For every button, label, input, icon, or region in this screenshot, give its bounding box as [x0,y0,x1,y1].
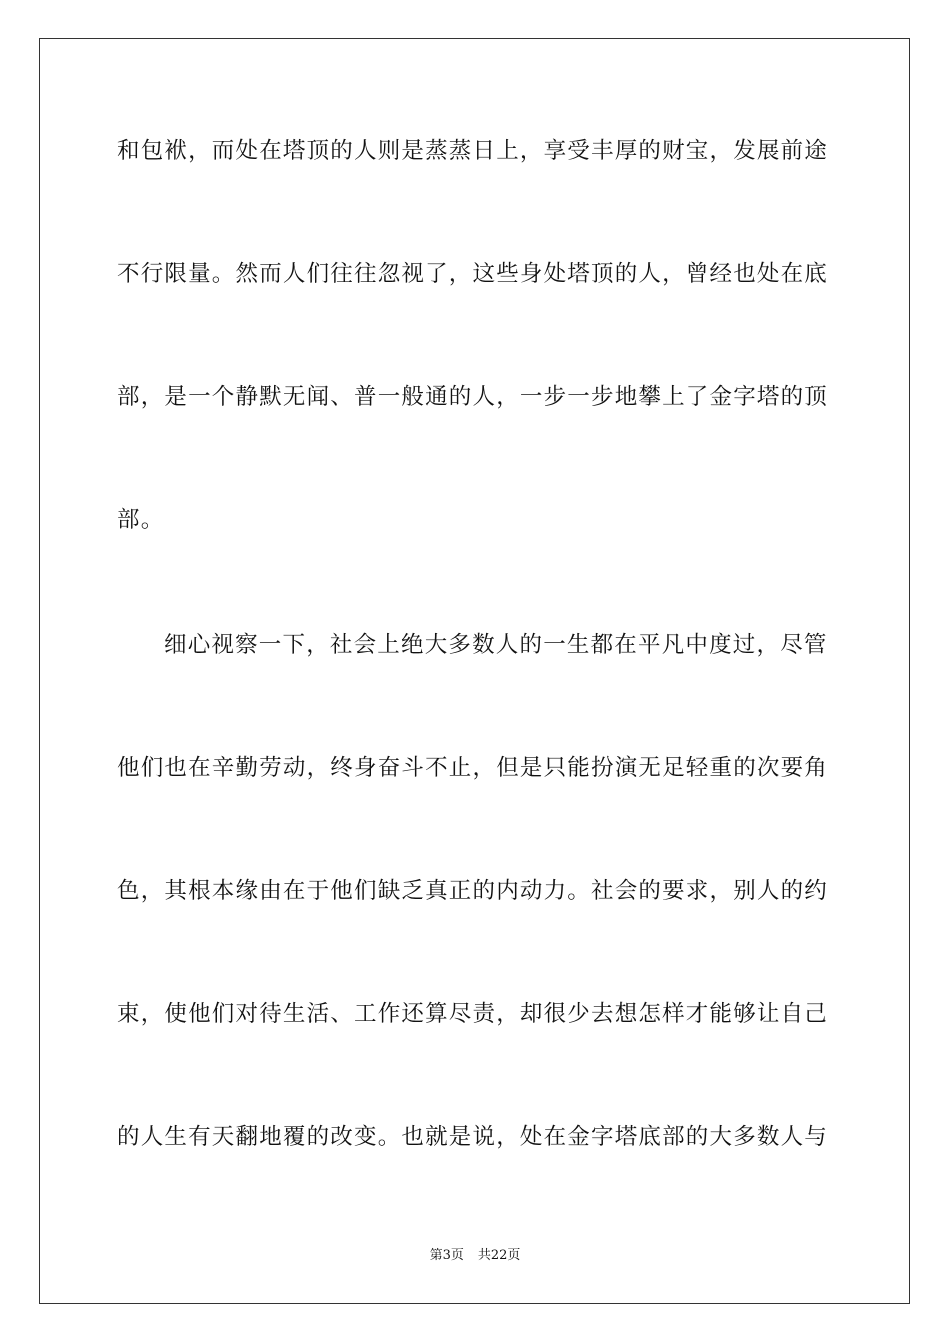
text-line: 色，其根本缘由在于他们缺乏真正的内动力。社会的要求，别人的约 [117,878,829,904]
text-line: 不行限量。然而人们往往忽视了，这些身处塔顶的人，曾经也处在底 [117,261,829,287]
text-line: 部，是一个静默无闻、普一般通的人，一步一步地攀上了金字塔的顶 [117,384,829,410]
page-border [39,38,910,1304]
text-line: 束，使他们对待生活、工作还算尽责，却很少去想怎样才能够让自己 [117,1001,829,1027]
page-total: 共22页 [477,1248,521,1263]
text-line: 和包袱，而处在塔顶的人则是蒸蒸日上，享受丰厚的财宝，发展前途 [117,138,829,164]
page-number: 第3页 [429,1248,464,1263]
paragraph-first-line: 细心视察一下，社会上绝大多数人的一生都在平凡中度过，尽管 [164,632,828,658]
text-line: 他们也在辛勤劳动，终身奋斗不止，但是只能扮演无足轻重的次要角 [117,755,829,781]
text-line: 部。 [117,507,165,533]
text-line: 的人生有天翻地覆的改变。也就是说，处在金字塔底部的大多数人与 [117,1124,829,1150]
page-footer [0,1248,950,1264]
